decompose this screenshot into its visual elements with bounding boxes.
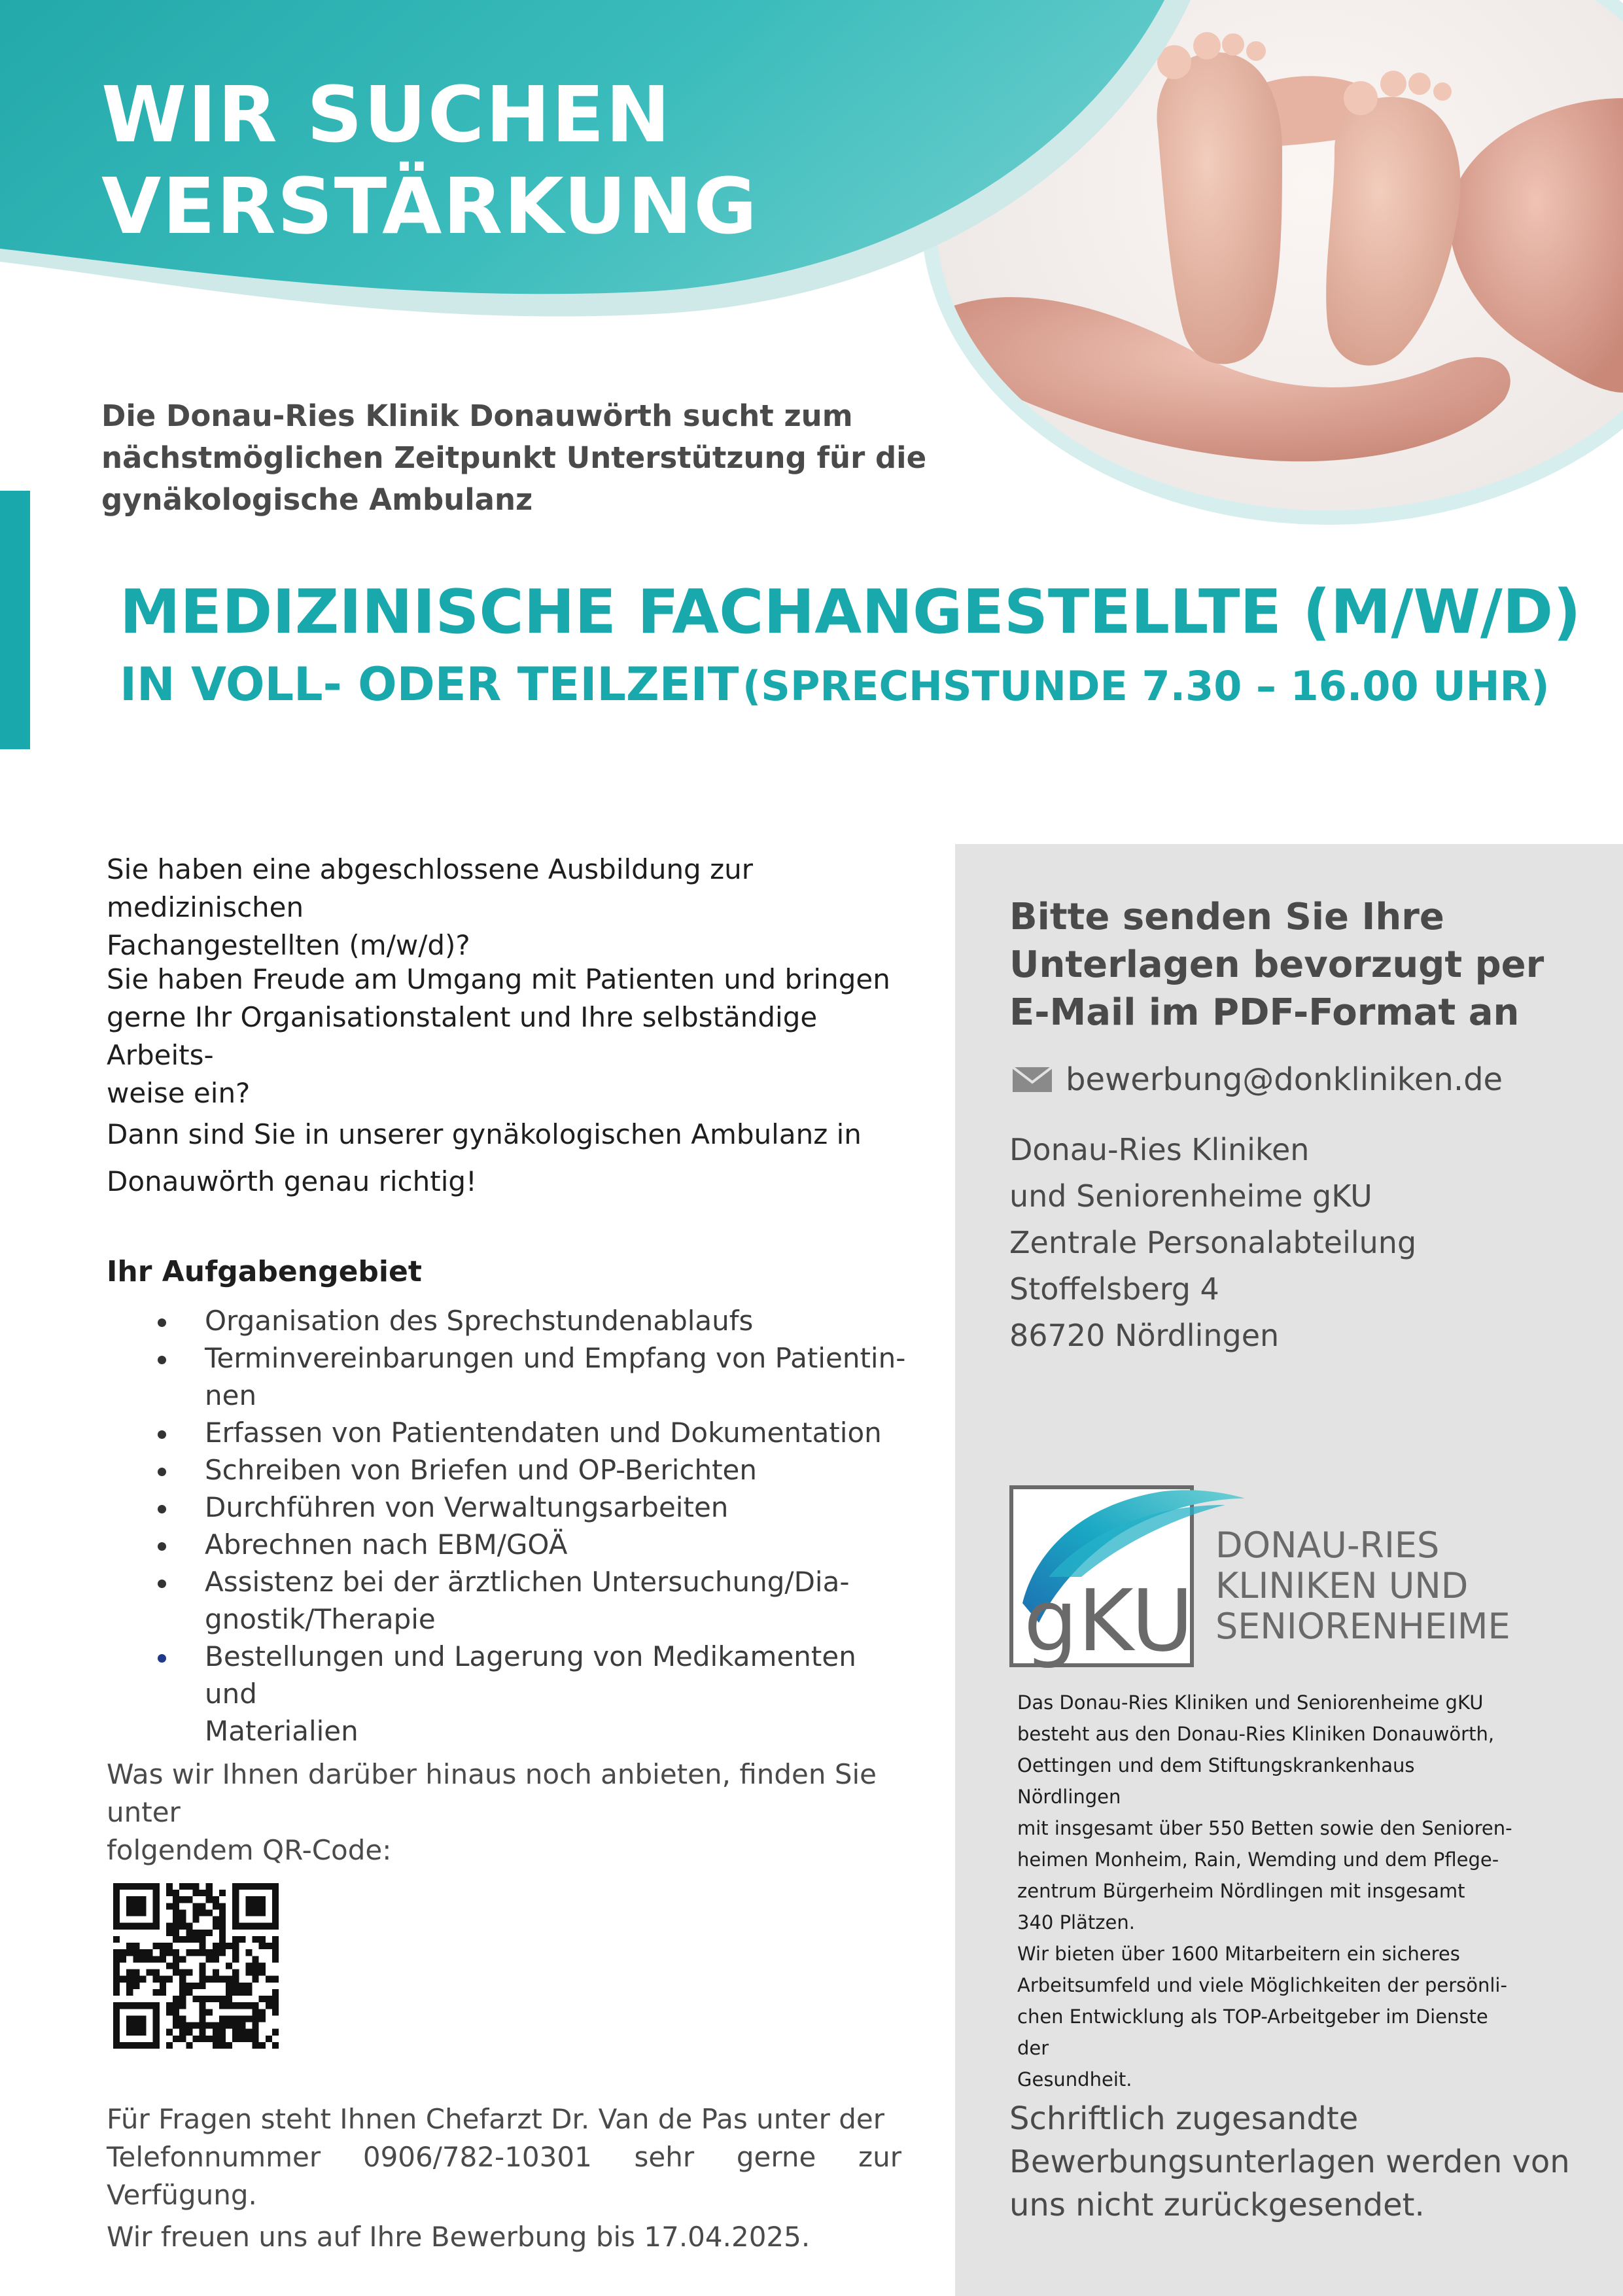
qualification-line2: Fachangestellten (m/w/d)? <box>107 929 470 961</box>
about-text <box>1017 1687 1518 2095</box>
about-line: chen Entwicklung als TOP-Arbeitgeber im Dienste der <box>1017 2005 1488 2059</box>
intro-text <box>101 395 952 521</box>
bullet-icon <box>158 1318 166 1327</box>
list-item <box>107 1563 911 1638</box>
qr-code[interactable] <box>113 1883 279 2049</box>
email-link[interactable]: bewerbung@donkliniken.de <box>1066 1061 1503 1098</box>
tasks-heading: Ihr Aufgabengebiet <box>107 1255 422 1288</box>
bullet-icon <box>158 1580 166 1588</box>
intro-line3: gynäkologische Ambulanz <box>101 482 533 517</box>
contact-line2: Telefonnummer 0906/782-10301 sehr gerne zur Verfügung. <box>107 2141 901 2211</box>
postal-address <box>1009 1127 1585 1359</box>
about-line: Arbeitsumfeld und viele Möglichkeiten der persönli- <box>1017 1974 1507 1996</box>
task-text-cont: Materialien <box>205 1715 358 1747</box>
hero-title-line1: WIR SUCHEN <box>101 69 672 160</box>
logo-line2: KLINIKEN UND <box>1215 1565 1469 1606</box>
list-item <box>107 1451 911 1489</box>
intro-line1: Die Donau-Ries Klinik Donauwörth sucht zum <box>101 398 853 433</box>
address-line: Donau-Ries Kliniken <box>1009 1132 1310 1167</box>
apply-line3: E-Mail im PDF-Format an <box>1009 991 1520 1034</box>
task-text: Terminvereinbarungen und Empfang von Patientin- <box>205 1342 906 1374</box>
task-text-cont: nen <box>205 1379 257 1411</box>
task-text: Bestellungen und Lagerung von Medikamenten und <box>205 1640 856 1710</box>
email-row[interactable] <box>1012 1057 1503 1103</box>
qualification-paragraph <box>107 851 905 964</box>
job-subtitle <box>120 658 1550 711</box>
qr-intro-line1: Was wir Ihnen darüber hinaus noch anbieten, finden Sie unter <box>107 1758 877 1828</box>
list-item <box>107 1414 911 1451</box>
apply-line1: Bitte senden Sie Ihre <box>1009 896 1444 938</box>
tasks-list <box>107 1302 911 1750</box>
qr-intro-line2: folgendem QR-Code: <box>107 1834 392 1866</box>
about-line: Wir bieten über 1600 Mitarbeitern ein sicheres <box>1017 1943 1460 1965</box>
contact-paragraph <box>107 2100 901 2214</box>
address-line: und Seniorenheime gKU <box>1009 1178 1372 1214</box>
notice-line2: Bewerbungsunterlagen werden von <box>1009 2144 1570 2180</box>
task-text: Schreiben von Briefen und OP-Berichten <box>205 1454 757 1486</box>
motivation-line1: Sie haben Freude am Umgang mit Patienten und bringen <box>107 963 890 995</box>
closing-text: Wir freuen uns auf Ihre Bewerbung bis 17.04.2025. <box>107 2221 811 2253</box>
task-text: Durchführen von Verwaltungsarbeiten <box>205 1491 729 1523</box>
list-item <box>107 1339 911 1414</box>
bullet-icon <box>158 1430 166 1439</box>
about-line: mit insgesamt über 550 Betten sowie den Senioren- <box>1017 1817 1512 1839</box>
bullet-icon <box>158 1505 166 1513</box>
address-line: Zentrale Personalabteilung <box>1009 1225 1417 1260</box>
logo-line1: DONAU-RIES <box>1215 1525 1440 1566</box>
about-line: Das Donau-Ries Kliniken und Seniorenheime gKU <box>1017 1691 1484 1714</box>
motivation-line3: weise ein? <box>107 1077 251 1109</box>
job-title: MEDIZINISCHE FACHANGESTELLTE (M/W/D) <box>120 576 1581 647</box>
notice-line3: uns nicht zurückgesendet. <box>1009 2187 1425 2223</box>
envelope-icon <box>1012 1067 1053 1093</box>
about-line: heimen Monheim, Rain, Wemding und dem Pflege- <box>1017 1848 1499 1871</box>
apply-heading <box>1009 893 1585 1036</box>
accent-side-bar <box>0 491 30 749</box>
qr-intro-text <box>107 1756 911 1869</box>
hero-title-line2: VERSTÄRKUNG <box>101 161 759 251</box>
fit-line2: Donauwörth genau richtig! <box>107 1165 477 1197</box>
list-item <box>107 1302 911 1339</box>
task-text: Abrechnen nach EBM/GOÄ <box>205 1528 568 1561</box>
list-item <box>107 1489 911 1526</box>
task-text: Assistenz bei der ärztlichen Untersuchung/Dia- <box>205 1566 850 1598</box>
address-line: 86720 Nördlingen <box>1009 1318 1280 1353</box>
fit-paragraph <box>107 1111 905 1205</box>
notice-line1: Schriftlich zugesandte <box>1009 2100 1359 2137</box>
bullet-icon <box>158 1468 166 1476</box>
intro-line2: nächstmöglichen Zeitpunkt Unterstützung für die <box>101 440 927 475</box>
task-text: Organisation des Sprechstundenablaufs <box>205 1305 754 1337</box>
list-item <box>107 1526 911 1563</box>
about-line: Oettingen und dem Stiftungskrankenhaus Nördlingen <box>1017 1754 1415 1808</box>
apply-line2: Unterlagen bevorzugt per <box>1009 944 1544 986</box>
gku-logo <box>1009 1472 1526 1669</box>
job-subtitle-hours: (SPRECHSTUNDE 7.30 – 16.00 UHR) <box>742 662 1550 710</box>
about-line: zentrum Bürgerheim Nördlingen mit insgesamt <box>1017 1880 1465 1902</box>
logo-line3: SENIORENHEIME <box>1215 1606 1510 1647</box>
address-line: Stoffelsberg 4 <box>1009 1271 1219 1307</box>
about-line: Gesundheit. <box>1017 2068 1132 2091</box>
task-text: Erfassen von Patientendaten und Dokumentation <box>205 1417 882 1449</box>
task-text-cont: gnostik/Therapie <box>205 1603 436 1635</box>
motivation-paragraph <box>107 961 905 1112</box>
about-line: 340 Plätzen. <box>1017 1911 1135 1934</box>
qualification-line1: Sie haben eine abgeschlossene Ausbildung zur medizinischen <box>107 853 754 923</box>
motivation-line2: gerne Ihr Organisationstalent und Ihre selbständige Arbeits- <box>107 1001 818 1071</box>
list-item <box>107 1638 911 1750</box>
logo-mark: gKU <box>1024 1571 1194 1669</box>
about-line: besteht aus den Donau-Ries Kliniken Donauwörth, <box>1017 1723 1495 1745</box>
contact-line1: Für Fragen steht Ihnen Chefarzt Dr. Van de Pas unter der <box>107 2103 885 2135</box>
bullet-icon <box>158 1542 166 1551</box>
return-notice <box>1009 2097 1585 2227</box>
job-subtitle-worktime: IN VOLL- ODER TEILZEIT <box>120 658 739 711</box>
hero-title <box>101 69 758 252</box>
bullet-icon <box>158 1356 166 1364</box>
bullet-icon <box>158 1654 166 1663</box>
fit-line1: Dann sind Sie in unserer gynäkologischen Ambulanz in <box>107 1118 862 1150</box>
